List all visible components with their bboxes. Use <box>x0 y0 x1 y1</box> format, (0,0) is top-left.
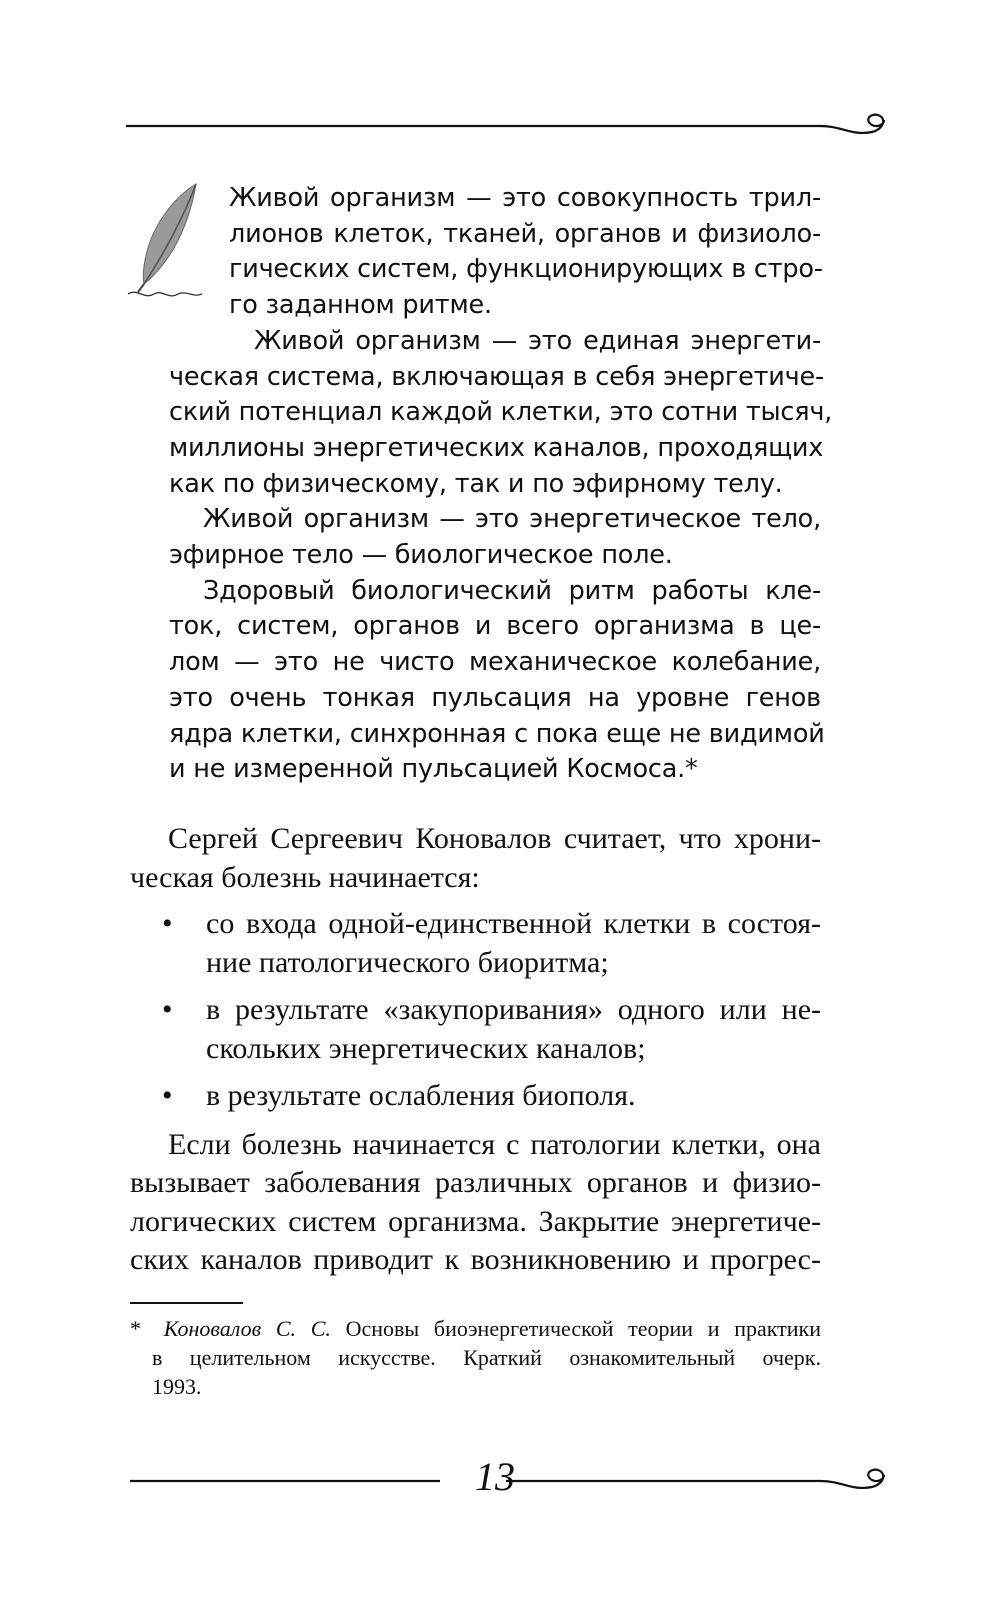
text-line: ский потенциал каждой клетки, это сотни тысяч, <box>169 397 833 428</box>
text-line: ток, систем, органов и всего организма в це- <box>169 611 821 642</box>
bullet-icon: • <box>162 1079 173 1112</box>
text-line: Живой организм — это совокупность трил- <box>229 183 821 213</box>
footnote-divider <box>130 1302 243 1304</box>
footnote-author: Коновалов С. С. <box>163 1316 331 1341</box>
text-line: как по физическому, так и по эфирному телу. <box>169 468 783 499</box>
text-line: Если болезнь начинается с патологии клетки, она <box>168 1127 821 1161</box>
text-line: гических систем, функционирующих в стро- <box>229 254 823 285</box>
bullet-icon: • <box>162 907 173 940</box>
footnote <box>130 1314 821 1401</box>
text-line: лом — это не чисто механическое колебание, <box>169 647 821 678</box>
footnote-line <box>130 1314 821 1343</box>
quote-paragraph-1 <box>169 181 821 324</box>
text-line: это очень тонкая пульсация на уровне генов <box>169 682 821 713</box>
page-number: 13 <box>475 1454 515 1499</box>
text-line: скольких энергетических каналов; <box>206 1031 646 1065</box>
body-paragraph <box>130 1126 821 1280</box>
text-line: эфирное тело — биологическое поле. <box>169 540 673 571</box>
footnote-line: 1993. <box>152 1374 202 1399</box>
text-line: в результате ослабления биополя. <box>206 1079 636 1112</box>
top-ornamental-rule <box>0 0 1000 150</box>
bullet-list <box>130 905 821 1116</box>
quote-paragraph-3 <box>169 502 821 573</box>
text-line: в результате «закупоривания» одного или не- <box>206 993 821 1026</box>
text-line: логических систем организма. Закрытие энергетиче- <box>130 1204 821 1238</box>
text-line: миллионы энергетических каналов, проходящих <box>169 432 824 463</box>
text-line: ние патологического биоритма; <box>206 945 609 979</box>
text-line: ческая система, включающая в себя энергетиче- <box>169 361 824 392</box>
text-line: лионов клеток, тканей, органов и физиоло- <box>229 218 821 249</box>
text-line: Сергей Сергеевич Коновалов считает, что хрони- <box>168 822 821 855</box>
footnote-line: в целительном искусстве. Краткий ознакомительный очерк. <box>152 1345 821 1370</box>
text-line: Здоровый биологический ритм работы кле- <box>203 575 821 606</box>
list-item <box>130 905 821 982</box>
text-line: Живой организм — это энергетическое тело, <box>203 504 821 535</box>
text-line: ских каналов приводит к возникновению и прогрес- <box>130 1243 821 1276</box>
footnote-title: Основы биоэнергетической теории и практики <box>345 1316 822 1341</box>
list-item <box>130 1077 821 1116</box>
bullet-icon: • <box>162 993 173 1026</box>
body-text <box>130 820 821 1280</box>
text-line: Живой организм — это единая энергети- <box>254 325 821 356</box>
text-line: и не измеренной пульсацией Космоса.* <box>169 754 698 785</box>
intro-paragraph <box>130 820 821 897</box>
text-line: го заданном ритме. <box>229 290 492 321</box>
footnote-marker: * <box>130 1316 141 1341</box>
text-line: вызывает заболевания различных органов и физио- <box>130 1166 821 1199</box>
quote-block <box>169 181 833 788</box>
quote-paragraph-2 <box>169 324 833 503</box>
text-line: ческая болезнь начинается: <box>130 860 480 894</box>
text-line: со входа одной-единственной клетки в состоя- <box>206 907 821 940</box>
text-line: ядра клетки, синхронная с пока еще не видимой <box>169 718 825 749</box>
quote-paragraph-4 <box>169 574 825 788</box>
list-item <box>130 991 821 1068</box>
